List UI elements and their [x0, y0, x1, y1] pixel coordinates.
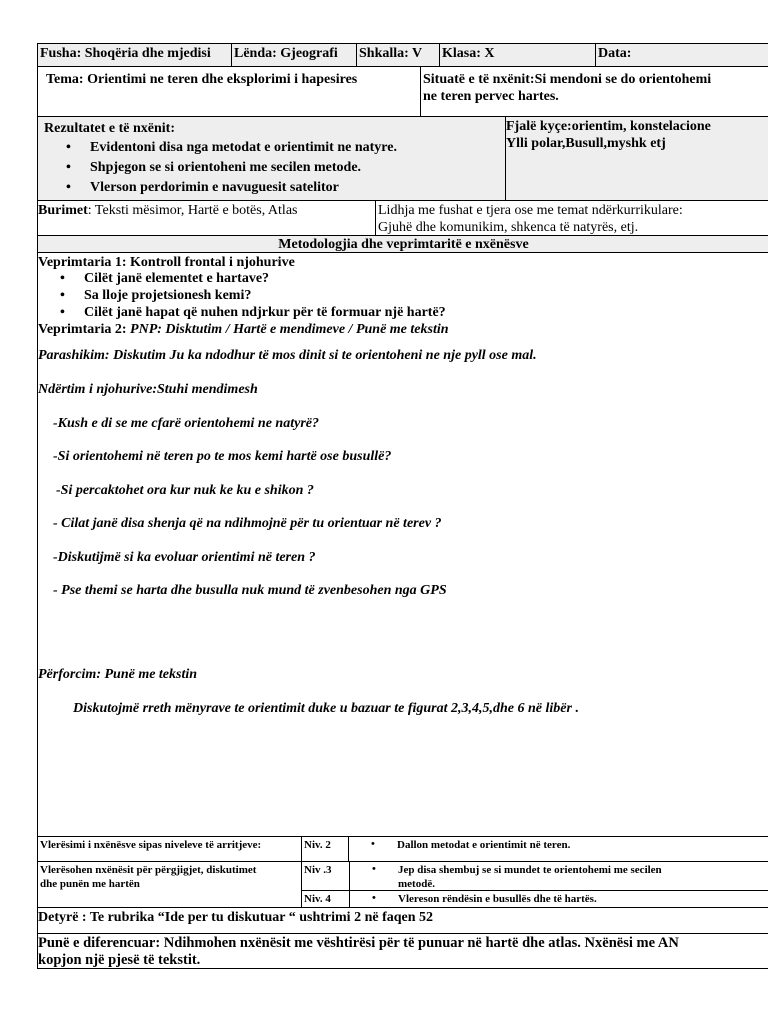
question-4: - Cilat janë disa shenja që na ndihmojnë për tu orientuar në terev ? — [53, 516, 442, 531]
fjale-line-2: Ylli polar,Busull,myshk etj — [506, 136, 666, 151]
detyre-row: Detyrë : Te rubrika “Ide per tu diskutuar “ ushtrimi 2 në faqen 52 — [37, 907, 768, 933]
klasa-cell: Klasa: X — [439, 44, 595, 66]
lidhja-line-2: Gjuhë dhe komunikim, shkenca të natyrës, etj. — [378, 220, 639, 235]
list-item: • Cilët janë elementet e hartave? — [38, 270, 446, 287]
v2-heading — [38, 321, 449, 338]
v1-heading: Veprimtaria 1: Kontroll frontal i njohurive — [38, 255, 295, 270]
ndertim-text: Ndërtim i njohurive:Stuhi mendimesh — [38, 382, 258, 397]
niv-3-desc-1: Jep disa shembuj se si mundet te orientohemi me secilen — [398, 864, 662, 876]
niv-sub-table — [301, 862, 768, 907]
niv-2-text — [348, 837, 768, 861]
pune-diferencuar-row — [37, 933, 768, 968]
tema-row — [37, 66, 768, 116]
situate-line-1: Situatë e të nxënit:Si mendoni se do orientohemi — [423, 72, 712, 87]
list-item: • Vlerson perdorimin e navuguesit satelitor — [44, 179, 499, 196]
shkalla-cell: Shkalla: V — [356, 44, 439, 66]
tema-cell: Tema: Orientimi ne teren dhe eksplorimi i hapesires — [46, 72, 358, 87]
bullet-icon: • — [372, 892, 376, 904]
vleresimi-row-2 — [37, 861, 768, 907]
bullet-icon: • — [372, 863, 376, 875]
question-6: - Pse themi se harta dhe busulla nuk mund të zvenbesohen nga GPS — [53, 583, 447, 598]
vleresohen-line-2: dhe punën me hartën — [40, 878, 140, 890]
metodologjia-content — [37, 252, 768, 836]
niv-4-label: Niv. 4 — [304, 893, 331, 905]
situate-line-2: ne teren pervec hartes. — [423, 89, 559, 104]
fjale-kyce-cell — [505, 117, 768, 200]
lidhja-line-1: Lidhja me fushat e tjera ose me temat ndërkurrikulare: — [378, 203, 683, 218]
question-2: -Si orientohemi në teren po te mos kemi hartë ose busullë? — [53, 449, 392, 464]
niv-3-text — [349, 862, 768, 891]
niv-3-desc-2: metodë. — [398, 878, 435, 890]
vleresohen-line-1: Vlerësohen nxënësit për përgjigjet, diskutimet — [40, 864, 257, 876]
vleresimi-row-1 — [37, 836, 768, 861]
list-item: • Evidentoni disa nga metodat e orientimit ne natyre. — [44, 139, 499, 156]
header-row — [37, 43, 768, 66]
list-item: • Shpjegon se si orientoheni me secilen metode. — [44, 159, 499, 176]
rezultatet-list — [44, 139, 499, 196]
fjale-line-1: Fjalë kyçe:orientim, konstelacione — [506, 119, 711, 134]
niv-4-text — [349, 891, 768, 907]
table-bottom-border — [37, 968, 768, 969]
data-cell: Data: — [595, 44, 768, 66]
v2-label: Veprimtaria 2: — [38, 322, 131, 337]
rezultatet-heading: Rezultatet e të nxënit: — [44, 121, 176, 136]
diskutojme-text: Diskutojmë rreth mënyrave te orientimit duke u bazuar te figurat 2,3,4,5,dhe 6 në libër . — [73, 701, 579, 716]
vleresohen-label — [38, 862, 301, 907]
lenda-cell: Lënda: Gjeografi — [231, 44, 356, 66]
burimet-cell — [38, 201, 375, 235]
niv-4-desc: Vlereson rëndësin e busullës dhe të hartës. — [398, 893, 597, 905]
niv-2-desc: Dallon metodat e orientimit në teren. — [397, 839, 571, 851]
v1-list — [38, 270, 446, 321]
rezultatet-row — [37, 116, 768, 200]
list-item: • Sa lloje projetsionesh kemi? — [38, 287, 446, 304]
pune-line-1: Punë e diferencuar: Ndihmohen nxënësit me vështirësi për të punuar në hartë dhe atlas. Nxënësi me AN — [38, 935, 679, 951]
parashikim-text: Parashikim: Diskutim Ju ka ndodhur të mos dinit si te orientoheni ne nje pyll ose mal. — [38, 348, 537, 363]
perforcim-text: Përforcim: Punë me tekstin — [38, 667, 198, 682]
question-1: -Kush e di se me cfarë orientohemi ne natyrë? — [53, 416, 319, 431]
niv-2-label: Niv. 2 — [301, 837, 348, 861]
v2-text: PNP: Disktutim / Hartë e mendimeve / Punë me tekstin — [130, 322, 449, 337]
niv-3-row — [302, 862, 768, 891]
bullet-icon: • — [371, 838, 375, 850]
situate-cell — [420, 67, 768, 116]
rezultatet-cell — [38, 117, 505, 200]
lidhja-cell — [375, 201, 768, 235]
pune-line-2: kopjon një pjesë të tekstit. — [38, 952, 201, 968]
burimet-text: : Teksti mësimor, Hartë e botës, Atlas — [87, 203, 298, 218]
question-3: -Si percaktohet ora kur nuk ke ku e shikon ? — [56, 483, 314, 498]
list-item: • Cilët janë hapat që nuhen ndjrkur për të formuar një hartë? — [38, 304, 446, 321]
vleresimi-label: Vlerësimi i nxënësve sipas niveleve të arritjeve: — [40, 839, 262, 851]
niv-4-row — [302, 891, 768, 907]
metodologjia-heading: Metodologjia dhe veprimtaritë e nxënësve — [37, 235, 768, 252]
niv-3-label: Niv .3 — [304, 864, 332, 876]
burimet-label: Burimet — [38, 203, 88, 218]
fusha-cell: Fusha: Shoqëria dhe mjedisi — [40, 46, 211, 61]
question-5: -Diskutijmë si ka evoluar orientimi në teren ? — [53, 550, 316, 565]
burimet-row — [37, 200, 768, 235]
